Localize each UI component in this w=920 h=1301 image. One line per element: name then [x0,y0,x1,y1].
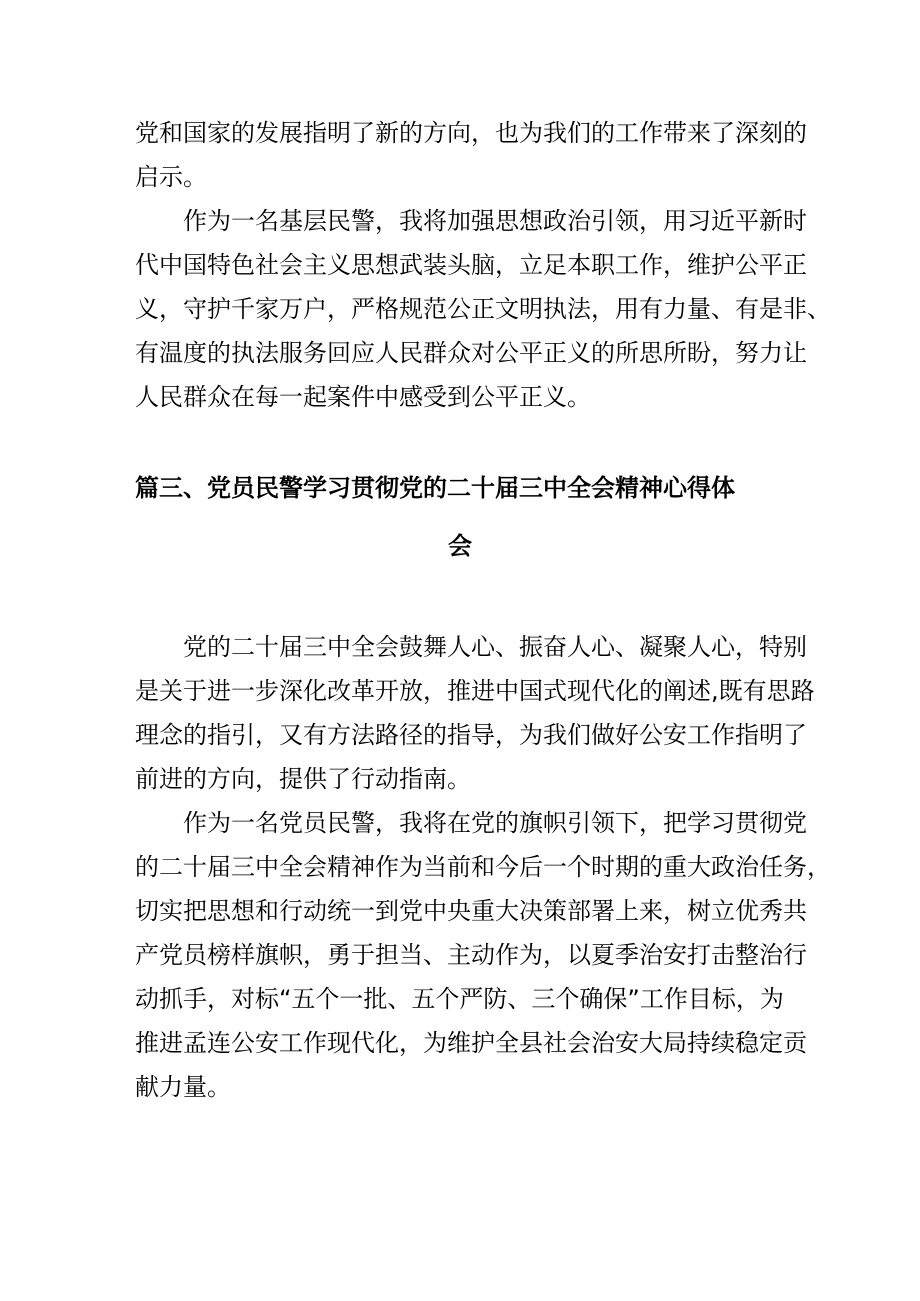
paragraph-4-line-7: 献力量。 [135,1073,231,1101]
paragraph-2-line-3: 义，守护千家万户，严格规范公正文明执法，用有力量、有是非、 [135,295,831,323]
paragraph-3-line-1: 党的二十届三中全会鼓舞人心、振奋人心、凝聚人心，特别 [183,633,807,661]
paragraph-3-line-2: 是关于进一步深化改革开放，推进中国式现代化的阐述,既有思路 [135,677,815,705]
paragraph-3-line-4: 前进的方向，提供了行动指南。 [135,765,471,793]
section-heading-line-2: 会 [448,532,472,560]
paragraph-3-line-3: 理念的指引，又有方法路径的指导，为我们做好公安工作指明了 [135,721,807,749]
section-heading-line-1: 篇三、党员民警学习贯彻党的二十届三中全会精神心得体 [135,474,735,502]
paragraph-2-line-5: 人民群众在每一起案件中感受到公平正义。 [135,383,591,411]
paragraph-2-line-4: 有温度的执法服务回应人民群众对公平正义的所思所盼，努力让 [135,339,807,367]
paragraph-4-line-5: 动抓手，对标“五个一批、五个严防、三个确保”工作目标，为 [135,985,784,1013]
paragraph-4-line-4: 产党员榜样旗帜，勇于担当、主动作为，以夏季治安打击整治行 [135,941,807,969]
paragraph-4-line-6: 推进孟连公安工作现代化，为维护全县社会治安大局持续稳定贡 [135,1029,807,1057]
paragraph-2-line-1: 作为一名基层民警，我将加强思想政治引领，用习近平新时 [183,207,807,235]
paragraph-4-line-2: 的二十届三中全会精神作为当前和今后一个时期的重大政治任务， [135,853,831,881]
paragraph-1-line-2: 启示。 [135,163,207,191]
paragraph-2-line-2: 代中国特色社会主义思想武装头脑，立足本职工作，维护公平正 [135,251,807,279]
paragraph-4-line-1: 作为一名党员民警，我将在党的旗帜引领下，把学习贯彻党 [183,809,807,837]
paragraph-4-line-3: 切实把思想和行动统一到党中央重大决策部署上来，树立优秀共 [135,897,807,925]
paragraph-1-line-1: 党和国家的发展指明了新的方向，也为我们的工作带来了深刻的 [135,119,807,147]
